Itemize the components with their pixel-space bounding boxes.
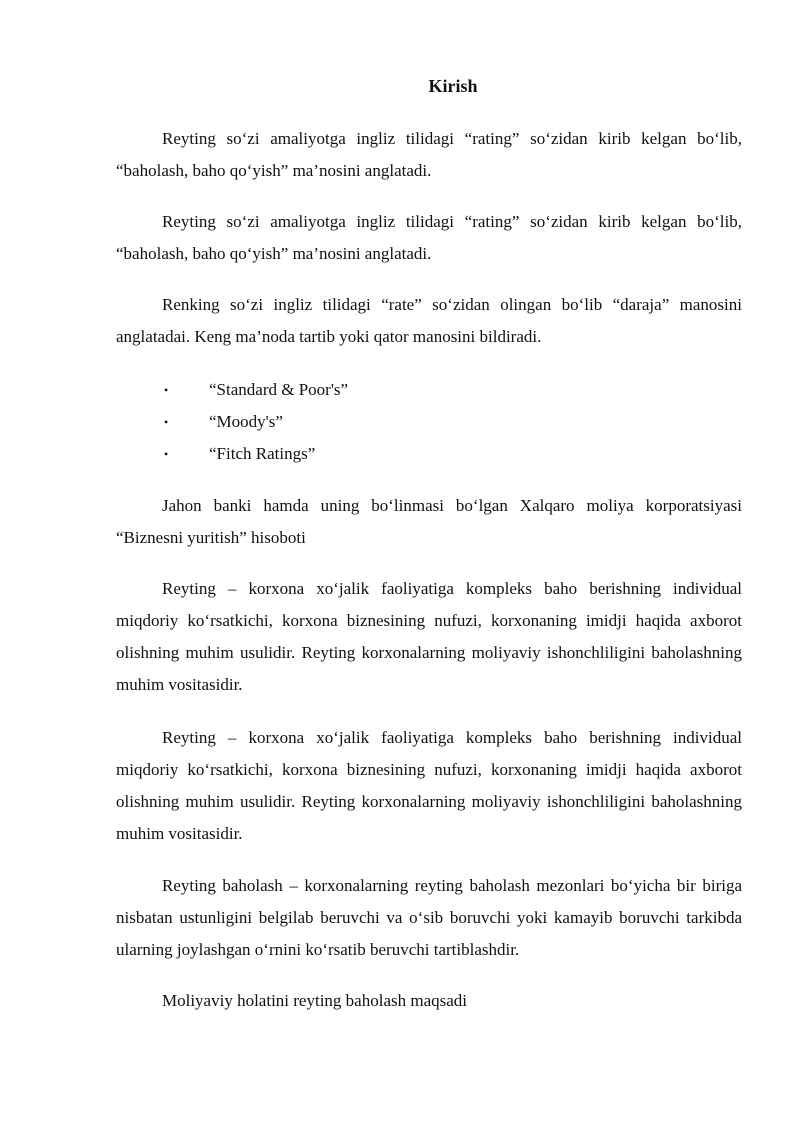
paragraph-3: Renking so‘zi ingliz tilidagi “rate” so‘zidan olingan bo‘lib “daraja” manosini anglatadai. Keng ma’noda tartib yoki qator manosini bildiradi. xyxy=(116,295,742,346)
paragraph-8: Moliyaviy holatini reyting baholash maqsadi xyxy=(162,991,468,1010)
bullet-icon: • xyxy=(164,415,169,429)
list-item-text: “Moody's” xyxy=(209,412,283,431)
bullet-list xyxy=(0,374,800,470)
list-item xyxy=(0,438,800,470)
paragraph-5: Reyting – korxona xo‘jalik faoliyatiga kompleks baho berishning individual miqdoriy ko‘rsatkichi, korxona biznesining nufuzi, korxonaning imidji haqida axborot olishning muhim usulidir. Reyting korxonalarning moliyaviy ishonchliligini baholashning muhim vositasidir. xyxy=(116,579,742,694)
bullet-icon: • xyxy=(164,383,169,397)
list-item-text: “Standard & Poor's” xyxy=(209,380,349,399)
list-item-text: “Fitch Ratings” xyxy=(209,444,316,463)
bullet-icon: • xyxy=(164,447,169,461)
list-item xyxy=(0,406,800,438)
paragraph-1: Reyting so‘zi amaliyotga ingliz tilidagi “rating” so‘zidan kirib kelgan bo‘lib, “baholash, baho qo‘yish” ma’nosini anglatadi. xyxy=(116,129,742,180)
page-title: Kirish xyxy=(428,76,478,96)
list-item xyxy=(0,374,800,406)
paragraph-7: Reyting baholash – korxonalarning reyting baholash mezonlari bo‘yicha bir biriga nisbatan ustunligini belgilab beruvchi va o‘sib boruvchi yoki kamayib boruvchi tarkibda ularning joylashgan o‘rnini ko‘rsatib beruvchi tartiblashdir. xyxy=(116,876,742,959)
paragraph-4: Jahon banki hamda uning bo‘linmasi bo‘lgan Xalqaro moliya korporatsiyasi “Biznesni yuritish” hisoboti xyxy=(116,496,742,547)
paragraph-2: Reyting so‘zi amaliyotga ingliz tilidagi “rating” so‘zidan kirib kelgan bo‘lib, “baholash, baho qo‘yish” ma’nosini anglatadi. xyxy=(116,212,742,263)
paragraph-6: Reyting – korxona xo‘jalik faoliyatiga kompleks baho berishning individual miqdoriy ko‘rsatkichi, korxona biznesining nufuzi, korxonaning imidji haqida axborot olishning muhim usulidir. Reyting korxonalarning moliyaviy ishonchliligini baholashning muhim vositasidir. xyxy=(116,728,742,843)
